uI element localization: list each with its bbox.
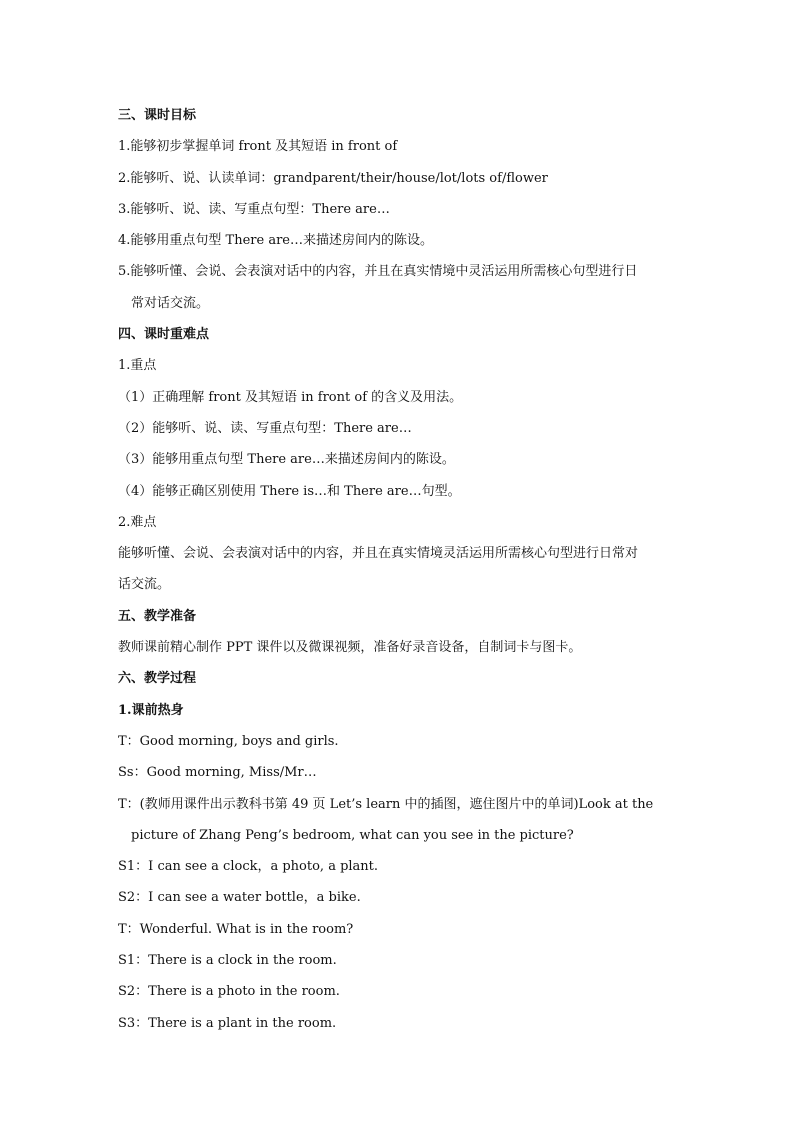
- key-point-3: （3）能够用重点句型 There are…来描述房间内的陈设。: [118, 452, 455, 468]
- section-heading-key-points: 四、课时重难点: [118, 327, 210, 343]
- objective-5-continuation: 常对话交流。: [131, 295, 210, 311]
- objective-2: 2.能够听、说、认读单词：grandparent/their/house/lot/lots of/flower: [118, 170, 548, 186]
- difficulty-text-continuation: 话交流。: [118, 577, 171, 593]
- section-heading-objectives: 三、课时目标: [118, 108, 197, 123]
- dialogue-line: S2：There is a photo in the room.: [118, 984, 340, 1000]
- difficulty-label: 2.难点: [118, 514, 157, 530]
- dialogue-line: Ss：Good morning, Miss/Mr…: [118, 765, 317, 781]
- objective-4: 4.能够用重点句型 There are…来描述房间内的陈设。: [118, 233, 433, 249]
- preparation-text: 教师课前精心制作 PPT 课件以及微课视频，准备好录音设备，自制词卡与图卡。: [118, 640, 582, 656]
- section-heading-process: 六、教学过程: [118, 671, 197, 687]
- section-heading-preparation: 五、教学准备: [118, 608, 197, 624]
- key-point-4: （4）能够正确区别使用 There is…和 There are…句型。: [118, 483, 461, 499]
- dialogue-line: T：Good morning, boys and girls.: [118, 733, 339, 749]
- objective-1: 1.能够初步掌握单词 front 及其短语 in front of: [118, 139, 398, 155]
- dialogue-line: S1：There is a clock in the room.: [118, 953, 337, 969]
- dialogue-line: S3：There is a plant in the room.: [118, 1015, 337, 1031]
- dialogue-line: T：(教师用课件出示教科书第 49 页 Let’s learn 中的插图，遮住图片中的单词)Look at the: [118, 796, 654, 812]
- dialogue-line: T：Wonderful. What is in the room?: [118, 921, 354, 937]
- warmup-heading: 1.课前热身: [118, 702, 184, 718]
- objective-5: 5.能够听懂、会说、会表演对话中的内容，并且在真实情境中灵活运用所需核心句型进行日: [118, 264, 638, 280]
- key-point-2: （2）能够听、说、读、写重点句型：There are…: [118, 420, 412, 436]
- document-body: [118, 100, 684, 1039]
- dialogue-line: S1：I can see a clock，a photo, a plant.: [118, 859, 379, 875]
- objective-3: 3.能够听、说、读、写重点句型：There are…: [118, 201, 390, 217]
- difficulty-text: 能够听懂、会说、会表演对话中的内容，并且在真实情境灵活运用所需核心句型进行日常对: [118, 546, 639, 562]
- dialogue-line-continuation: picture of Zhang Peng’s bedroom, what can you see in the picture?: [131, 827, 574, 843]
- key-point-1: （1）正确理解 front 及其短语 in front of 的含义及用法。: [118, 389, 463, 405]
- key-points-label: 1.重点: [118, 358, 157, 374]
- dialogue-line: S2：I can see a water bottle，a bike.: [118, 890, 361, 906]
